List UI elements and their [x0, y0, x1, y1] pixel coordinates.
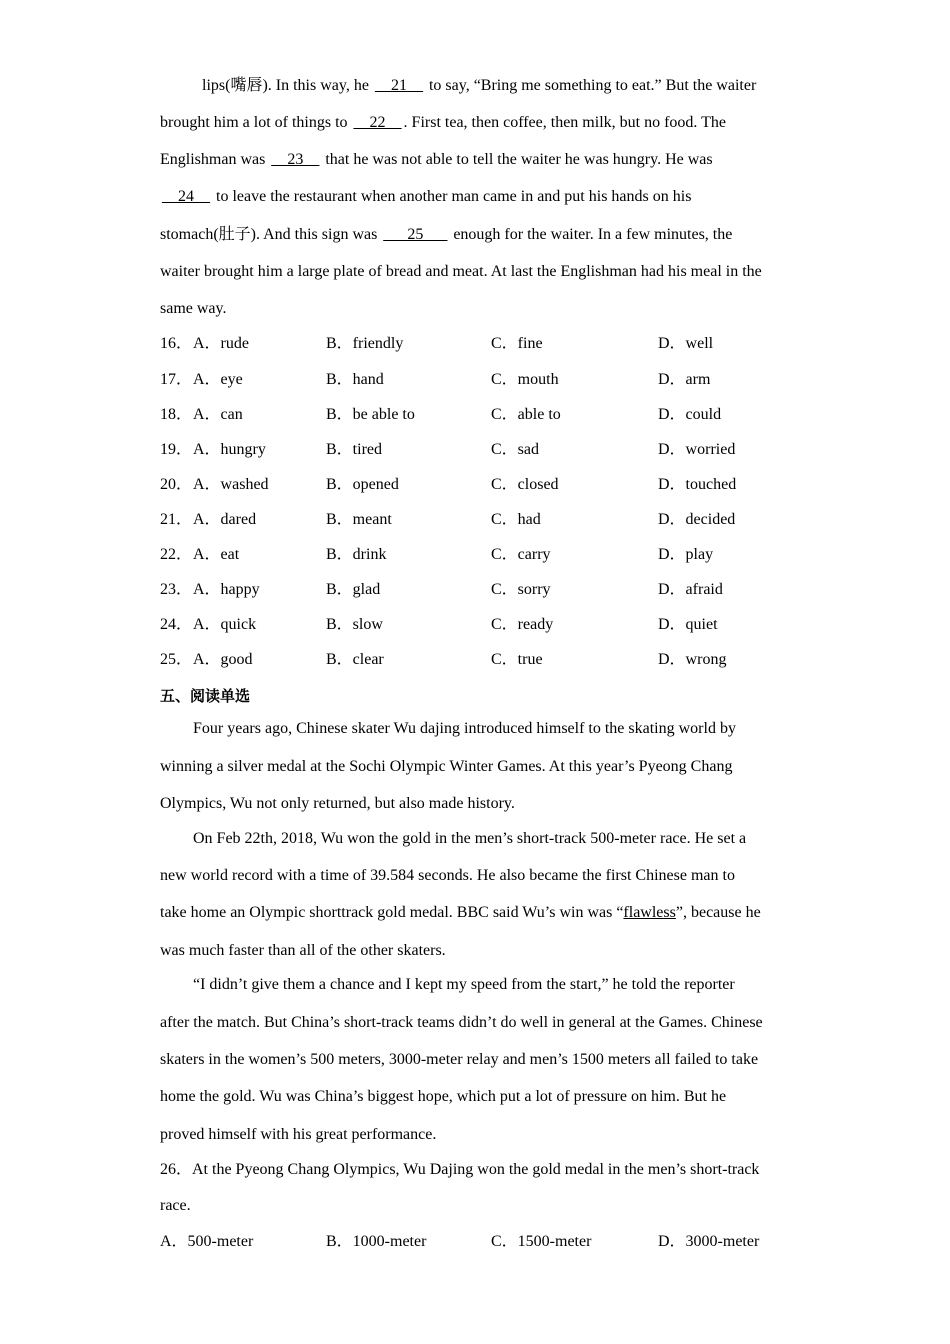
option-d[interactable]: D．worried	[658, 441, 736, 458]
option-c[interactable]: C．had	[491, 511, 541, 528]
passage-text: enough for the waiter. In a few minutes, the	[449, 226, 733, 243]
question-26-stem: 26．At the Pyeong Chang Olympics, Wu Dajing won the gold medal in the men’s short-track	[160, 1161, 760, 1178]
question-row-17	[160, 370, 800, 390]
passage-line: winning a silver medal at the Sochi Olympic Winter Games. At this year’s Pyeong Chang	[160, 758, 733, 775]
option-a[interactable]: A．500-meter	[160, 1233, 254, 1250]
option-b[interactable]: B．1000-meter	[326, 1233, 427, 1250]
underlined-word: flawless	[623, 904, 676, 921]
option-a[interactable]: A．happy	[193, 581, 260, 598]
blank-21: __21__	[374, 77, 423, 94]
question-row-18	[160, 405, 800, 425]
option-c[interactable]: C．mouth	[491, 371, 559, 388]
option-b[interactable]: B．friendly	[326, 335, 404, 352]
passage-text: ”, because he	[675, 904, 761, 921]
passage-line: same way.	[160, 300, 227, 317]
blank-24: __24__	[162, 188, 210, 205]
option-a[interactable]: A．washed	[193, 476, 269, 493]
question-number: 18．	[160, 406, 193, 423]
option-d[interactable]: D．touched	[658, 476, 737, 493]
option-c[interactable]: C．fine	[491, 335, 543, 352]
option-b[interactable]: B．be able to	[326, 406, 415, 423]
option-a[interactable]: A．good	[193, 651, 253, 668]
passage-text: stomach(肚子). And this sign was	[160, 226, 382, 243]
question-row-16	[160, 334, 800, 354]
passage-line: proved himself with his great performance.	[160, 1126, 437, 1143]
option-d[interactable]: D．decided	[658, 511, 736, 528]
passage-line	[160, 187, 691, 207]
question-number: 19．	[160, 441, 193, 458]
passage-line: after the match. But China’s short-track teams didn’t do well in general at the Games. Chinese	[160, 1014, 763, 1031]
passage-line: Olympics, Wu not only returned, but also made history.	[160, 795, 515, 812]
passage-line: home the gold. Wu was China’s biggest hope, which put a lot of pressure on him. But he	[160, 1088, 727, 1105]
question-row-23	[160, 580, 800, 600]
question-row-19	[160, 440, 800, 460]
option-d[interactable]: D．quiet	[658, 616, 718, 633]
option-b[interactable]: B．hand	[326, 371, 384, 388]
question-number: 24．	[160, 616, 193, 633]
option-a[interactable]: A．quick	[193, 616, 257, 633]
passage-text: lips(嘴唇). In this way, he	[202, 77, 373, 94]
blank-25: ___25___	[383, 226, 448, 243]
option-d[interactable]: D．3000-meter	[658, 1233, 760, 1250]
question-number: 22．	[160, 546, 193, 563]
option-a[interactable]: A．rude	[193, 335, 249, 352]
option-d[interactable]: D．wrong	[658, 651, 727, 668]
question-row-21	[160, 510, 800, 530]
question-number: 23．	[160, 581, 193, 598]
option-c[interactable]: C．true	[491, 651, 543, 668]
option-b[interactable]: B．slow	[326, 616, 383, 633]
question-row-24	[160, 615, 800, 635]
option-c[interactable]: C．sad	[491, 441, 540, 458]
option-d[interactable]: D．arm	[658, 371, 711, 388]
option-a[interactable]: A．eat	[193, 546, 240, 563]
passage-text: take home an Olympic shorttrack gold medal. BBC said Wu’s win was “	[160, 904, 624, 921]
blank-22: __22__	[353, 114, 402, 131]
passage-line	[160, 150, 713, 170]
option-b[interactable]: B．glad	[326, 581, 381, 598]
question-row-22	[160, 545, 800, 565]
option-c[interactable]: C．ready	[491, 616, 554, 633]
question-row-20	[160, 475, 800, 495]
blank-23: __23__	[271, 151, 320, 168]
option-d[interactable]: D．well	[658, 335, 714, 352]
question-26-stem-cont: race.	[160, 1197, 191, 1214]
option-a[interactable]: A．hungry	[193, 441, 266, 458]
passage-line	[160, 225, 732, 245]
question-number: 16．	[160, 335, 193, 352]
option-c[interactable]: C．carry	[491, 546, 551, 563]
passage-line	[160, 113, 726, 133]
passage-line: Four years ago, Chinese skater Wu dajing introduced himself to the skating world by	[193, 720, 736, 737]
option-b[interactable]: B．meant	[326, 511, 392, 528]
passage-line: waiter brought him a large plate of bread and meat. At last the Englishman had his meal in the	[160, 263, 762, 280]
passage-line: new world record with a time of 39.584 seconds. He also became the first Chinese man to	[160, 867, 735, 884]
option-d[interactable]: D．could	[658, 406, 722, 423]
question-number: 25．	[160, 651, 193, 668]
passage-text: to say, “Bring me something to eat.” But the waiter	[424, 77, 757, 94]
option-c[interactable]: C．sorry	[491, 581, 551, 598]
passage-line	[202, 76, 756, 96]
passage-line: On Feb 22th, 2018, Wu won the gold in the men’s short-track 500-meter race. He set a	[193, 830, 747, 847]
passage-line: was much faster than all of the other skaters.	[160, 942, 446, 959]
option-a[interactable]: A．dared	[193, 511, 257, 528]
passage-line: “I didn’t give them a chance and I kept my speed from the start,” he told the reporter	[193, 976, 735, 993]
option-d[interactable]: D．play	[658, 546, 714, 563]
passage-line	[160, 903, 761, 923]
passage-text: to leave the restaurant when another man came in and put his hands on his	[212, 188, 692, 205]
passage-text: . First tea, then coffee, then milk, but no food. The	[403, 114, 726, 131]
option-d[interactable]: D．afraid	[658, 581, 723, 598]
passage-text: that he was not able to tell the waiter he was hungry. He was	[321, 151, 713, 168]
question-number: 20．	[160, 476, 193, 493]
option-b[interactable]: B．opened	[326, 476, 399, 493]
section-heading: 五、阅读单选	[160, 687, 251, 705]
option-c[interactable]: C．able to	[491, 406, 561, 423]
question-number: 21．	[160, 511, 193, 528]
option-a[interactable]: A．eye	[193, 371, 243, 388]
option-b[interactable]: B．drink	[326, 546, 387, 563]
question-number: 17．	[160, 371, 193, 388]
option-b[interactable]: B．clear	[326, 651, 384, 668]
question-row-25	[160, 650, 800, 670]
option-a[interactable]: A．can	[193, 406, 243, 423]
passage-line: skaters in the women’s 500 meters, 3000-meter relay and men’s 1500 meters all failed to take	[160, 1051, 759, 1068]
option-c[interactable]: C．1500-meter	[491, 1233, 592, 1250]
option-b[interactable]: B．tired	[326, 441, 382, 458]
passage-text: Englishman was	[160, 151, 270, 168]
question-26-options	[160, 1232, 800, 1252]
option-c[interactable]: C．closed	[491, 476, 559, 493]
passage-text: brought him a lot of things to	[160, 114, 352, 131]
